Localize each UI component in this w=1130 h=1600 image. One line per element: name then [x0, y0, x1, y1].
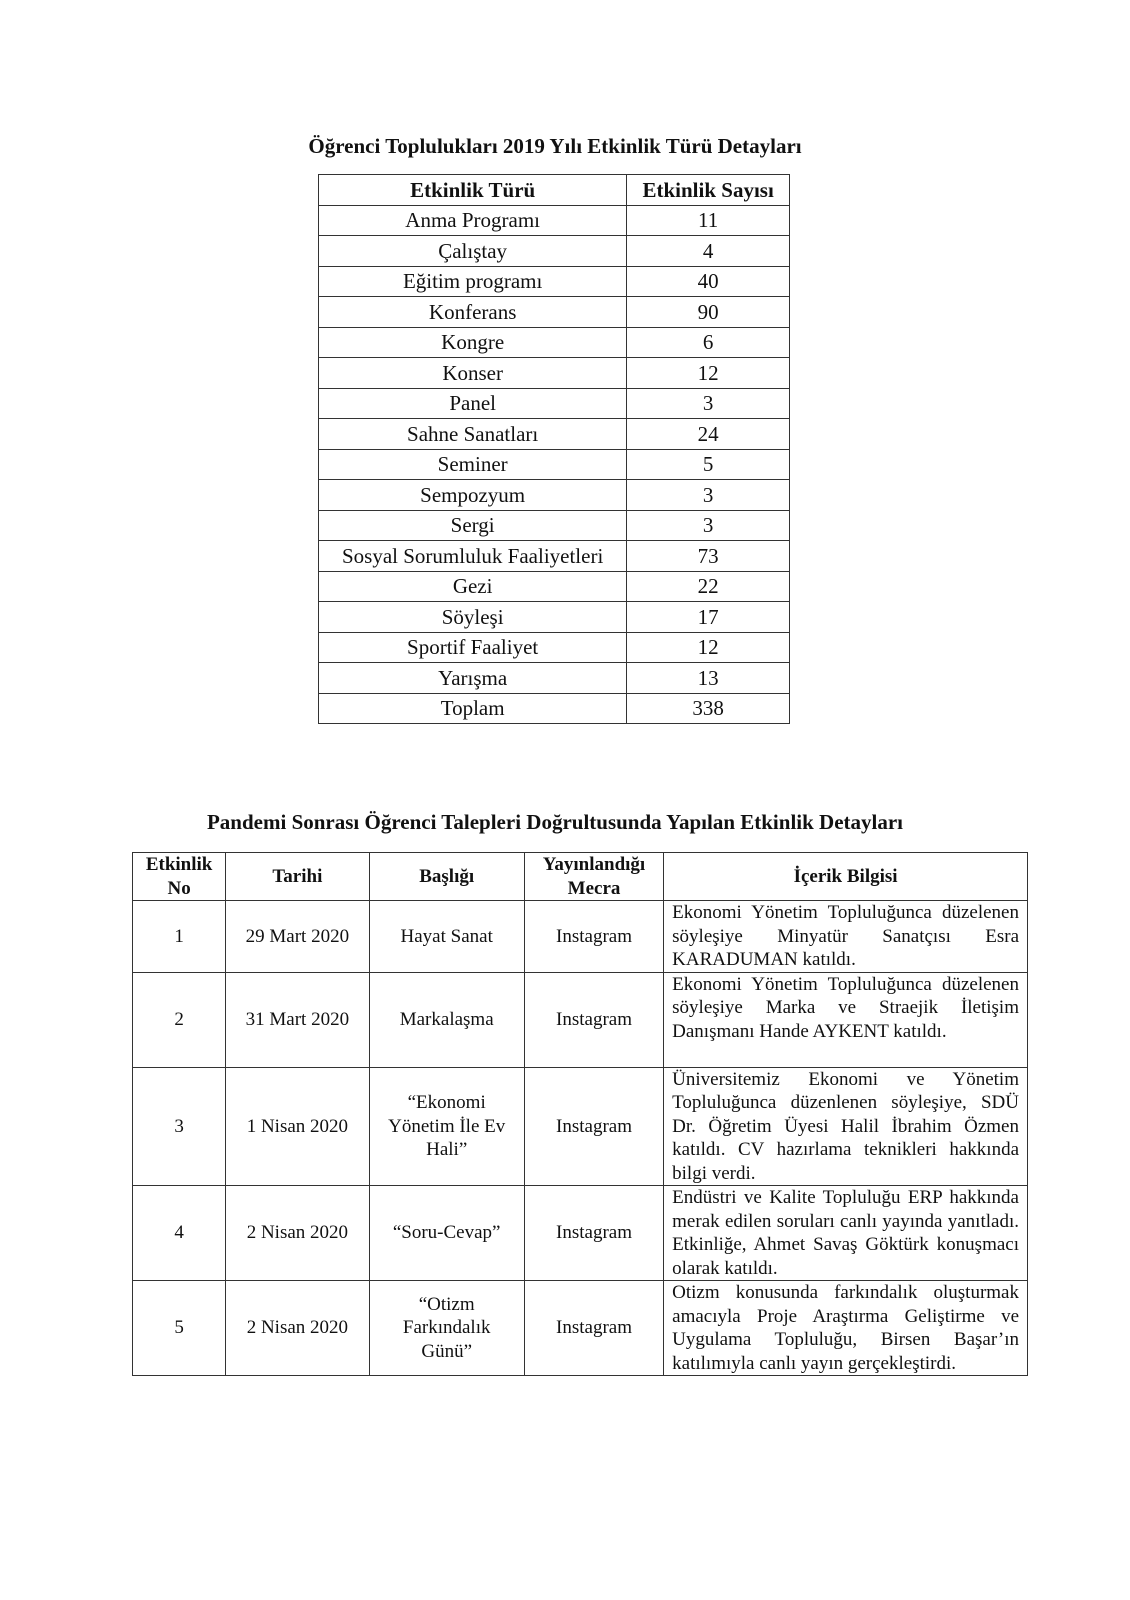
content-cell: Otizm konusunda farkındalık oluşturmak amacıyla Proje Araştırma Geliştirme ve Uygulama Topluluğu, Birsen Başar’ın katılımıyla canlı yayın gerçekleştirdi.	[664, 1281, 1028, 1376]
heading-cell: “Ekonomi Yönetim İle Ev Hali”	[369, 1067, 524, 1186]
table-row	[319, 602, 790, 633]
table-row	[319, 510, 790, 541]
pandemic-events-table	[132, 852, 1028, 1376]
content-cell: Endüstri ve Kalite Topluluğu ERP hakkında merak edilen soruları canlı yayında yanıtladı. Etkinliğe, Ahmet Savaş Göktürk konuşmacı olarak katıldı.	[664, 1186, 1028, 1281]
event-count-cell: 73	[627, 541, 790, 572]
heading-cell: “Otizm Farkındalık Günü”	[369, 1281, 524, 1376]
event-type-cell: Çalıştay	[319, 236, 627, 267]
table-row	[319, 236, 790, 267]
column-header-event-no: Etkinlik No	[133, 853, 226, 901]
column-header-content: İçerik Bilgisi	[664, 853, 1028, 901]
event-no-cell: 5	[133, 1281, 226, 1376]
content-cell: Ekonomi Yönetim Topluluğunca düzelenen söyleşiye Minyatür Sanatçısı Esra KARADUMAN katıldı.	[664, 901, 1028, 973]
table-row	[133, 1281, 1028, 1376]
column-header-event-type: Etkinlik Türü	[319, 175, 627, 206]
event-type-cell: Kongre	[319, 327, 627, 358]
table-row	[319, 205, 790, 236]
medium-cell: Instagram	[524, 1067, 663, 1186]
event-count-cell: 22	[627, 571, 790, 602]
table-row	[319, 480, 790, 511]
event-count-cell: 40	[627, 266, 790, 297]
table-header-row	[319, 175, 790, 206]
event-type-cell: Yarışma	[319, 663, 627, 694]
table-row	[319, 449, 790, 480]
event-type-cell: Sosyal Sorumluluk Faaliyetleri	[319, 541, 627, 572]
table-row	[319, 571, 790, 602]
event-count-cell: 3	[627, 510, 790, 541]
date-cell: 29 Mart 2020	[226, 901, 369, 973]
table-row	[319, 541, 790, 572]
content-cell: Ekonomi Yönetim Topluluğunca düzelenen söyleşiye Marka ve Straejik İletişim Danışmanı Hande AYKENT katıldı.	[664, 972, 1028, 1067]
date-cell: 1 Nisan 2020	[226, 1067, 369, 1186]
event-type-cell: Sportif Faaliyet	[319, 632, 627, 663]
table-row	[319, 663, 790, 694]
event-type-cell: Gezi	[319, 571, 627, 602]
event-count-cell: 11	[627, 205, 790, 236]
event-count-cell: 4	[627, 236, 790, 267]
table-row	[319, 327, 790, 358]
table-row	[133, 1067, 1028, 1186]
event-count-cell: 6	[627, 327, 790, 358]
total-count-cell: 338	[627, 693, 790, 724]
table-row	[319, 419, 790, 450]
total-label-cell: Toplam	[319, 693, 627, 724]
heading-cell: “Soru-Cevap”	[369, 1186, 524, 1281]
heading-cell: Hayat Sanat	[369, 901, 524, 973]
event-type-cell: Konferans	[319, 297, 627, 328]
medium-cell: Instagram	[524, 1186, 663, 1281]
event-type-cell: Söyleşi	[319, 602, 627, 633]
event-count-cell: 24	[627, 419, 790, 450]
event-count-cell: 17	[627, 602, 790, 633]
event-type-cell: Sergi	[319, 510, 627, 541]
medium-cell: Instagram	[524, 972, 663, 1067]
table-row	[319, 358, 790, 389]
event-count-cell: 90	[627, 297, 790, 328]
table-row	[319, 297, 790, 328]
table-row	[133, 901, 1028, 973]
date-cell: 31 Mart 2020	[226, 972, 369, 1067]
event-type-cell: Konser	[319, 358, 627, 389]
content-cell: Üniversitemiz Ekonomi ve Yönetim Topluluğunca düzenlenen söyleşiye, SDÜ Dr. Öğretim Üyesi Halil İbrahim Özmen katıldı. CV hazırlama teknikleri hakkında bilgi verdi.	[664, 1067, 1028, 1186]
table-header-row	[133, 853, 1028, 901]
event-count-cell: 13	[627, 663, 790, 694]
event-count-cell: 3	[627, 480, 790, 511]
table2-title: Pandemi Sonrası Öğrenci Talepleri Doğrultusunda Yapılan Etkinlik Detayları	[206, 810, 904, 834]
medium-cell: Instagram	[524, 1281, 663, 1376]
table-row	[133, 972, 1028, 1067]
total-row	[319, 693, 790, 724]
column-header-date: Tarihi	[226, 853, 369, 901]
event-type-cell: Panel	[319, 388, 627, 419]
table1-title: Öğrenci Toplulukları 2019 Yılı Etkinlik Türü Detayları	[308, 134, 802, 158]
event-type-cell: Eğitim programı	[319, 266, 627, 297]
table-row	[319, 266, 790, 297]
event-no-cell: 3	[133, 1067, 226, 1186]
event-count-cell: 12	[627, 358, 790, 389]
event-type-cell: Seminer	[319, 449, 627, 480]
event-count-cell: 5	[627, 449, 790, 480]
event-no-cell: 2	[133, 972, 226, 1067]
event-type-cell: Sempozyum	[319, 480, 627, 511]
column-header-heading: Başlığı	[369, 853, 524, 901]
medium-cell: Instagram	[524, 901, 663, 973]
date-cell: 2 Nisan 2020	[226, 1281, 369, 1376]
column-header-medium: Yayınlandığı Mecra	[524, 853, 663, 901]
event-type-table	[318, 174, 790, 724]
heading-cell: Markalaşma	[369, 972, 524, 1067]
event-count-cell: 12	[627, 632, 790, 663]
table-row	[133, 1186, 1028, 1281]
table-row	[319, 388, 790, 419]
table-row	[319, 632, 790, 663]
event-count-cell: 3	[627, 388, 790, 419]
date-cell: 2 Nisan 2020	[226, 1186, 369, 1281]
event-type-cell: Anma Programı	[319, 205, 627, 236]
event-no-cell: 1	[133, 901, 226, 973]
event-type-cell: Sahne Sanatları	[319, 419, 627, 450]
event-no-cell: 4	[133, 1186, 226, 1281]
column-header-event-count: Etkinlik Sayısı	[627, 175, 790, 206]
